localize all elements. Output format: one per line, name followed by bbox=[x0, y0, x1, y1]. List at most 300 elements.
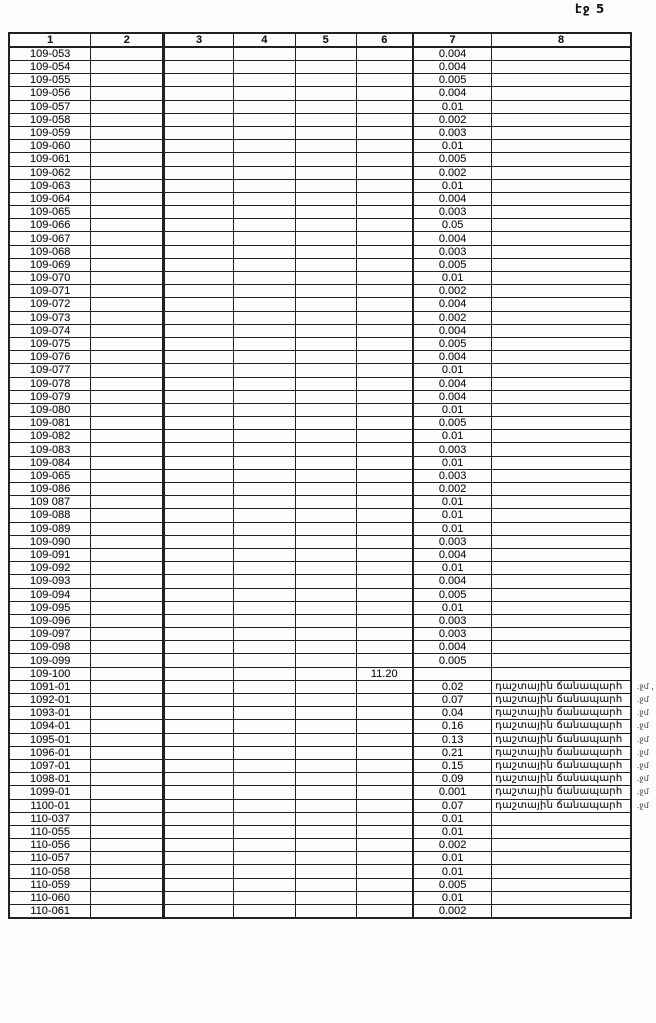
cell-c2 bbox=[91, 87, 164, 100]
margin-ink-fragment bbox=[631, 364, 655, 377]
cell-c6 bbox=[356, 258, 413, 271]
cell-c7: 0.004 bbox=[413, 61, 492, 74]
cell-c3 bbox=[164, 469, 234, 482]
cell-c4 bbox=[233, 456, 295, 469]
table-row bbox=[9, 351, 655, 364]
cell-c1: 109-079 bbox=[9, 390, 91, 403]
table-row bbox=[9, 720, 655, 733]
cell-c1: 1094-01 bbox=[9, 720, 91, 733]
cell-c3 bbox=[164, 61, 234, 74]
cell-c2 bbox=[91, 548, 164, 561]
margin-ink-fragment: .ջմ bbox=[636, 708, 649, 718]
table-row bbox=[9, 812, 655, 825]
cell-c7: 0.001 bbox=[413, 786, 492, 799]
margin-ink-fragment bbox=[631, 852, 655, 865]
cell-c4 bbox=[233, 707, 295, 720]
cell-c5 bbox=[295, 417, 356, 430]
cell-c1: 110-061 bbox=[9, 905, 91, 919]
table-row bbox=[9, 443, 655, 456]
cell-c6 bbox=[356, 839, 413, 852]
cell-c8 bbox=[492, 535, 631, 548]
cell-c2 bbox=[91, 825, 164, 838]
cell-c2 bbox=[91, 153, 164, 166]
cell-c2 bbox=[91, 179, 164, 192]
cell-c2 bbox=[91, 786, 164, 799]
cell-c7: 0.07 bbox=[413, 799, 492, 812]
cell-c7: 0.01 bbox=[413, 496, 492, 509]
cell-c7: 0.005 bbox=[413, 654, 492, 667]
cell-c3 bbox=[164, 905, 234, 919]
table-row bbox=[9, 694, 655, 707]
table-row bbox=[9, 430, 655, 443]
cell-c8 bbox=[492, 232, 631, 245]
cell-c8 bbox=[492, 100, 631, 113]
margin-ink-fragment bbox=[631, 61, 655, 74]
margin-spacer bbox=[631, 33, 655, 47]
cell-c5 bbox=[295, 298, 356, 311]
cell-c6 bbox=[356, 377, 413, 390]
cell-c7: 0.05 bbox=[413, 219, 492, 232]
table-row bbox=[9, 377, 655, 390]
table-row bbox=[9, 285, 655, 298]
cell-c3 bbox=[164, 759, 234, 772]
cell-c2 bbox=[91, 206, 164, 219]
cell-c6 bbox=[356, 113, 413, 126]
table-row bbox=[9, 140, 655, 153]
cell-c8: դաշտային ճանապարհ bbox=[492, 720, 631, 733]
cell-c1: 1092-01 bbox=[9, 694, 91, 707]
cell-c7: 0.005 bbox=[413, 153, 492, 166]
margin-ink-fragment: .ջմ bbox=[636, 774, 649, 784]
cell-c3 bbox=[164, 575, 234, 588]
cell-c8 bbox=[492, 324, 631, 337]
cell-c3 bbox=[164, 641, 234, 654]
cell-c1: 109-099 bbox=[9, 654, 91, 667]
cell-c4 bbox=[233, 311, 295, 324]
cell-c5 bbox=[295, 272, 356, 285]
cell-c6 bbox=[356, 140, 413, 153]
cell-c5 bbox=[295, 548, 356, 561]
cell-c1: 109-053 bbox=[9, 47, 91, 61]
margin-ink-fragment bbox=[631, 509, 655, 522]
cell-c2 bbox=[91, 377, 164, 390]
cell-c8 bbox=[492, 258, 631, 271]
table-row bbox=[9, 667, 655, 680]
cell-c2 bbox=[91, 192, 164, 205]
cell-c3 bbox=[164, 733, 234, 746]
cell-c4 bbox=[233, 272, 295, 285]
margin-ink-fragment bbox=[631, 825, 655, 838]
column-header-5: 5 bbox=[295, 33, 356, 47]
table-row bbox=[9, 403, 655, 416]
margin-ink-fragment bbox=[631, 272, 655, 285]
cell-c4 bbox=[233, 496, 295, 509]
cell-c4 bbox=[233, 694, 295, 707]
cell-c6 bbox=[356, 865, 413, 878]
margin-ink-fragment bbox=[631, 311, 655, 324]
cell-c7: 0.002 bbox=[413, 113, 492, 126]
cell-c6 bbox=[356, 773, 413, 786]
cell-c7: 0.13 bbox=[413, 733, 492, 746]
cell-c4 bbox=[233, 878, 295, 891]
cell-c7: 0.002 bbox=[413, 285, 492, 298]
cell-c2 bbox=[91, 799, 164, 812]
cell-c8 bbox=[492, 654, 631, 667]
cell-c1: 1098-01 bbox=[9, 773, 91, 786]
cell-c4 bbox=[233, 61, 295, 74]
cell-c5 bbox=[295, 878, 356, 891]
cell-c1: 109-069 bbox=[9, 258, 91, 271]
cell-c2 bbox=[91, 232, 164, 245]
cell-c6 bbox=[356, 245, 413, 258]
cell-c1: 109-058 bbox=[9, 113, 91, 126]
cell-c2 bbox=[91, 878, 164, 891]
cell-c2 bbox=[91, 746, 164, 759]
cell-c5 bbox=[295, 140, 356, 153]
cell-c8 bbox=[492, 166, 631, 179]
cell-c3 bbox=[164, 496, 234, 509]
cell-c1: 109-074 bbox=[9, 324, 91, 337]
cell-c5 bbox=[295, 720, 356, 733]
cell-c3 bbox=[164, 219, 234, 232]
cell-c1: 109-083 bbox=[9, 443, 91, 456]
cell-c8 bbox=[492, 219, 631, 232]
cell-c7: 0.005 bbox=[413, 74, 492, 87]
cell-c6 bbox=[356, 417, 413, 430]
column-header-7: 7 bbox=[413, 33, 492, 47]
cell-c6 bbox=[356, 364, 413, 377]
cell-c4 bbox=[233, 865, 295, 878]
cell-c1: 109-089 bbox=[9, 522, 91, 535]
cell-c8: դաշտային ճանապարհ bbox=[492, 733, 631, 746]
cell-c2 bbox=[91, 61, 164, 74]
cell-c8 bbox=[492, 878, 631, 891]
margin-ink-fragment: .ջմ bbox=[636, 800, 649, 810]
cell-c7: 0.01 bbox=[413, 891, 492, 904]
cell-c5 bbox=[295, 641, 356, 654]
cell-c6 bbox=[356, 641, 413, 654]
cell-c7: 0.01 bbox=[413, 100, 492, 113]
cell-c2 bbox=[91, 298, 164, 311]
margin-ink-fragment bbox=[631, 377, 655, 390]
cell-c2 bbox=[91, 311, 164, 324]
cell-c8 bbox=[492, 430, 631, 443]
cell-c6 bbox=[356, 825, 413, 838]
cell-c8 bbox=[492, 891, 631, 904]
cell-c8 bbox=[492, 667, 631, 680]
cell-c2 bbox=[91, 680, 164, 693]
table-row bbox=[9, 364, 655, 377]
cell-c2 bbox=[91, 588, 164, 601]
cell-c3 bbox=[164, 509, 234, 522]
table-row bbox=[9, 166, 655, 179]
cell-c7: 0.16 bbox=[413, 720, 492, 733]
cell-c1: 109-093 bbox=[9, 575, 91, 588]
cell-c4 bbox=[233, 74, 295, 87]
cell-c1: 109-070 bbox=[9, 272, 91, 285]
table-row bbox=[9, 746, 655, 759]
cell-c8 bbox=[492, 403, 631, 416]
cell-c4 bbox=[233, 192, 295, 205]
cell-c8: դաշտային ճանապարհ bbox=[492, 746, 631, 759]
cell-c5 bbox=[295, 61, 356, 74]
cell-c5 bbox=[295, 74, 356, 87]
cell-c3 bbox=[164, 179, 234, 192]
table-row bbox=[9, 272, 655, 285]
cell-c6: 11.20 bbox=[356, 667, 413, 680]
table-row bbox=[9, 192, 655, 205]
cell-c4 bbox=[233, 799, 295, 812]
table-row bbox=[9, 905, 655, 919]
cell-c7: 0.004 bbox=[413, 47, 492, 61]
cell-c3 bbox=[164, 852, 234, 865]
cell-c7: 0.01 bbox=[413, 812, 492, 825]
cell-c1: 110-037 bbox=[9, 812, 91, 825]
cell-c6 bbox=[356, 403, 413, 416]
cell-c6 bbox=[356, 100, 413, 113]
cell-c3 bbox=[164, 456, 234, 469]
cell-c6 bbox=[356, 61, 413, 74]
margin-ink-fragment: .ջմ bbox=[636, 761, 649, 771]
cell-c5 bbox=[295, 628, 356, 641]
table-row bbox=[9, 232, 655, 245]
cell-c4 bbox=[233, 773, 295, 786]
table-row bbox=[9, 733, 655, 746]
table-row bbox=[9, 100, 655, 113]
cell-c3 bbox=[164, 720, 234, 733]
cell-c2 bbox=[91, 614, 164, 627]
cell-c8 bbox=[492, 641, 631, 654]
table-row bbox=[9, 245, 655, 258]
cell-c1: 109-076 bbox=[9, 351, 91, 364]
cell-c8: դաշտային ճանապարհ bbox=[492, 786, 631, 799]
cell-c2 bbox=[91, 522, 164, 535]
cell-c4 bbox=[233, 232, 295, 245]
cell-c2 bbox=[91, 759, 164, 772]
margin-ink-fragment: .ջմ bbox=[636, 695, 649, 705]
cell-c5 bbox=[295, 575, 356, 588]
cell-c7: 0.002 bbox=[413, 905, 492, 919]
cell-c6 bbox=[356, 680, 413, 693]
table-row bbox=[9, 47, 655, 61]
cell-c4 bbox=[233, 403, 295, 416]
cell-c5 bbox=[295, 694, 356, 707]
cell-c8 bbox=[492, 74, 631, 87]
cell-c8 bbox=[492, 548, 631, 561]
cell-c6 bbox=[356, 852, 413, 865]
cell-c5 bbox=[295, 179, 356, 192]
cell-c1: 109-063 bbox=[9, 179, 91, 192]
cell-c4 bbox=[233, 601, 295, 614]
cell-c7: 0.21 bbox=[413, 746, 492, 759]
cell-c6 bbox=[356, 469, 413, 482]
cell-c2 bbox=[91, 852, 164, 865]
cell-c8: դաշտային ճանապարհ bbox=[492, 680, 631, 693]
table-row bbox=[9, 483, 655, 496]
cell-c4 bbox=[233, 614, 295, 627]
margin-ink-fragment bbox=[631, 232, 655, 245]
cell-c8 bbox=[492, 483, 631, 496]
cell-c5 bbox=[295, 799, 356, 812]
cell-c8 bbox=[492, 206, 631, 219]
margin-ink-fragment bbox=[631, 337, 655, 350]
cell-c8: դաշտային ճանապարհ bbox=[492, 773, 631, 786]
cell-c8 bbox=[492, 285, 631, 298]
cell-c7: 0.004 bbox=[413, 298, 492, 311]
cell-c7: 0.15 bbox=[413, 759, 492, 772]
cell-c1: 110-056 bbox=[9, 839, 91, 852]
cell-c8: դաշտային ճանապարհ bbox=[492, 707, 631, 720]
cell-c7: 0.01 bbox=[413, 140, 492, 153]
cell-c8 bbox=[492, 628, 631, 641]
cell-c7: 0.01 bbox=[413, 272, 492, 285]
cell-c7: 0.004 bbox=[413, 192, 492, 205]
cell-c8 bbox=[492, 390, 631, 403]
cell-c6 bbox=[356, 126, 413, 139]
cell-c3 bbox=[164, 786, 234, 799]
cell-c4 bbox=[233, 219, 295, 232]
cell-c7: 0.003 bbox=[413, 614, 492, 627]
cell-c2 bbox=[91, 166, 164, 179]
cell-c3 bbox=[164, 298, 234, 311]
margin-ink-fragment bbox=[631, 219, 655, 232]
cell-c7: 0.01 bbox=[413, 403, 492, 416]
cell-c6 bbox=[356, 746, 413, 759]
cell-c2 bbox=[91, 126, 164, 139]
cell-c6 bbox=[356, 285, 413, 298]
column-header-2: 2 bbox=[91, 33, 164, 47]
cell-c1: 109-098 bbox=[9, 641, 91, 654]
page-number-label: էջ 5 bbox=[575, 2, 606, 16]
cell-c1: 109-071 bbox=[9, 285, 91, 298]
cell-c6 bbox=[356, 654, 413, 667]
cell-c7: 0.005 bbox=[413, 588, 492, 601]
cell-c8 bbox=[492, 614, 631, 627]
cell-c5 bbox=[295, 311, 356, 324]
cell-c3 bbox=[164, 206, 234, 219]
margin-ink-fragment bbox=[631, 522, 655, 535]
cell-c1: 109-091 bbox=[9, 548, 91, 561]
cell-c8 bbox=[492, 522, 631, 535]
margin-ink-fragment bbox=[631, 390, 655, 403]
cell-c3 bbox=[164, 126, 234, 139]
cell-c3 bbox=[164, 812, 234, 825]
table-row bbox=[9, 628, 655, 641]
cell-c2 bbox=[91, 272, 164, 285]
cell-c6 bbox=[356, 496, 413, 509]
table-row bbox=[9, 786, 655, 799]
cell-c7: 0.04 bbox=[413, 707, 492, 720]
table-row bbox=[9, 588, 655, 601]
cell-c7: 0.01 bbox=[413, 509, 492, 522]
cell-c5 bbox=[295, 166, 356, 179]
table-row bbox=[9, 74, 655, 87]
table-row bbox=[9, 614, 655, 627]
cell-c2 bbox=[91, 733, 164, 746]
cell-c3 bbox=[164, 100, 234, 113]
cell-c6 bbox=[356, 905, 413, 919]
cell-c1: 109-066 bbox=[9, 219, 91, 232]
cell-c6 bbox=[356, 535, 413, 548]
cell-c1: 109-086 bbox=[9, 483, 91, 496]
cell-c7: 0.003 bbox=[413, 469, 492, 482]
cell-c5 bbox=[295, 100, 356, 113]
cell-c5 bbox=[295, 324, 356, 337]
cell-c1: 109-090 bbox=[9, 535, 91, 548]
cell-c3 bbox=[164, 87, 234, 100]
table-row bbox=[9, 825, 655, 838]
cell-c7: 0.07 bbox=[413, 694, 492, 707]
cell-c1: 109-100 bbox=[9, 667, 91, 680]
cell-c5 bbox=[295, 377, 356, 390]
cell-c3 bbox=[164, 417, 234, 430]
table-row bbox=[9, 390, 655, 403]
cell-c1: 109-078 bbox=[9, 377, 91, 390]
cell-c8 bbox=[492, 852, 631, 865]
cell-c6 bbox=[356, 733, 413, 746]
cell-c1: 110-059 bbox=[9, 878, 91, 891]
cell-c6 bbox=[356, 588, 413, 601]
cell-c4 bbox=[233, 390, 295, 403]
cell-c7: 0.003 bbox=[413, 628, 492, 641]
cell-c8 bbox=[492, 364, 631, 377]
cell-c7: 0.004 bbox=[413, 377, 492, 390]
margin-ink-fragment bbox=[631, 140, 655, 153]
cell-c2 bbox=[91, 720, 164, 733]
cell-c4 bbox=[233, 746, 295, 759]
cell-c6 bbox=[356, 878, 413, 891]
margin-ink-fragment bbox=[631, 430, 655, 443]
cell-c7: 0.004 bbox=[413, 641, 492, 654]
cell-c4 bbox=[233, 733, 295, 746]
cell-c4 bbox=[233, 87, 295, 100]
margin-ink-fragment bbox=[631, 469, 655, 482]
margin-ink-fragment bbox=[631, 126, 655, 139]
cell-c7: 0.004 bbox=[413, 575, 492, 588]
cell-c4 bbox=[233, 245, 295, 258]
table-row bbox=[9, 337, 655, 350]
cell-c6 bbox=[356, 575, 413, 588]
cell-c2 bbox=[91, 403, 164, 416]
margin-ink-fragment bbox=[631, 891, 655, 904]
cell-c5 bbox=[295, 905, 356, 919]
cell-c2 bbox=[91, 140, 164, 153]
cell-c6 bbox=[356, 272, 413, 285]
cell-c6 bbox=[356, 522, 413, 535]
cell-c2 bbox=[91, 456, 164, 469]
table-row bbox=[9, 153, 655, 166]
cell-c2 bbox=[91, 113, 164, 126]
cell-c2 bbox=[91, 601, 164, 614]
cell-c7: 0.01 bbox=[413, 562, 492, 575]
cell-c3 bbox=[164, 285, 234, 298]
cell-c6 bbox=[356, 192, 413, 205]
table-row bbox=[9, 759, 655, 772]
cell-c1: 109-056 bbox=[9, 87, 91, 100]
cell-c2 bbox=[91, 812, 164, 825]
cell-c3 bbox=[164, 601, 234, 614]
cell-c7: 0.01 bbox=[413, 430, 492, 443]
table-row bbox=[9, 469, 655, 482]
cell-c4 bbox=[233, 100, 295, 113]
cell-c2 bbox=[91, 496, 164, 509]
cell-c3 bbox=[164, 588, 234, 601]
table-row bbox=[9, 707, 655, 720]
cell-c3 bbox=[164, 311, 234, 324]
cell-c1: 109-068 bbox=[9, 245, 91, 258]
cell-c7: 0.004 bbox=[413, 351, 492, 364]
margin-ink-fragment bbox=[631, 667, 655, 680]
